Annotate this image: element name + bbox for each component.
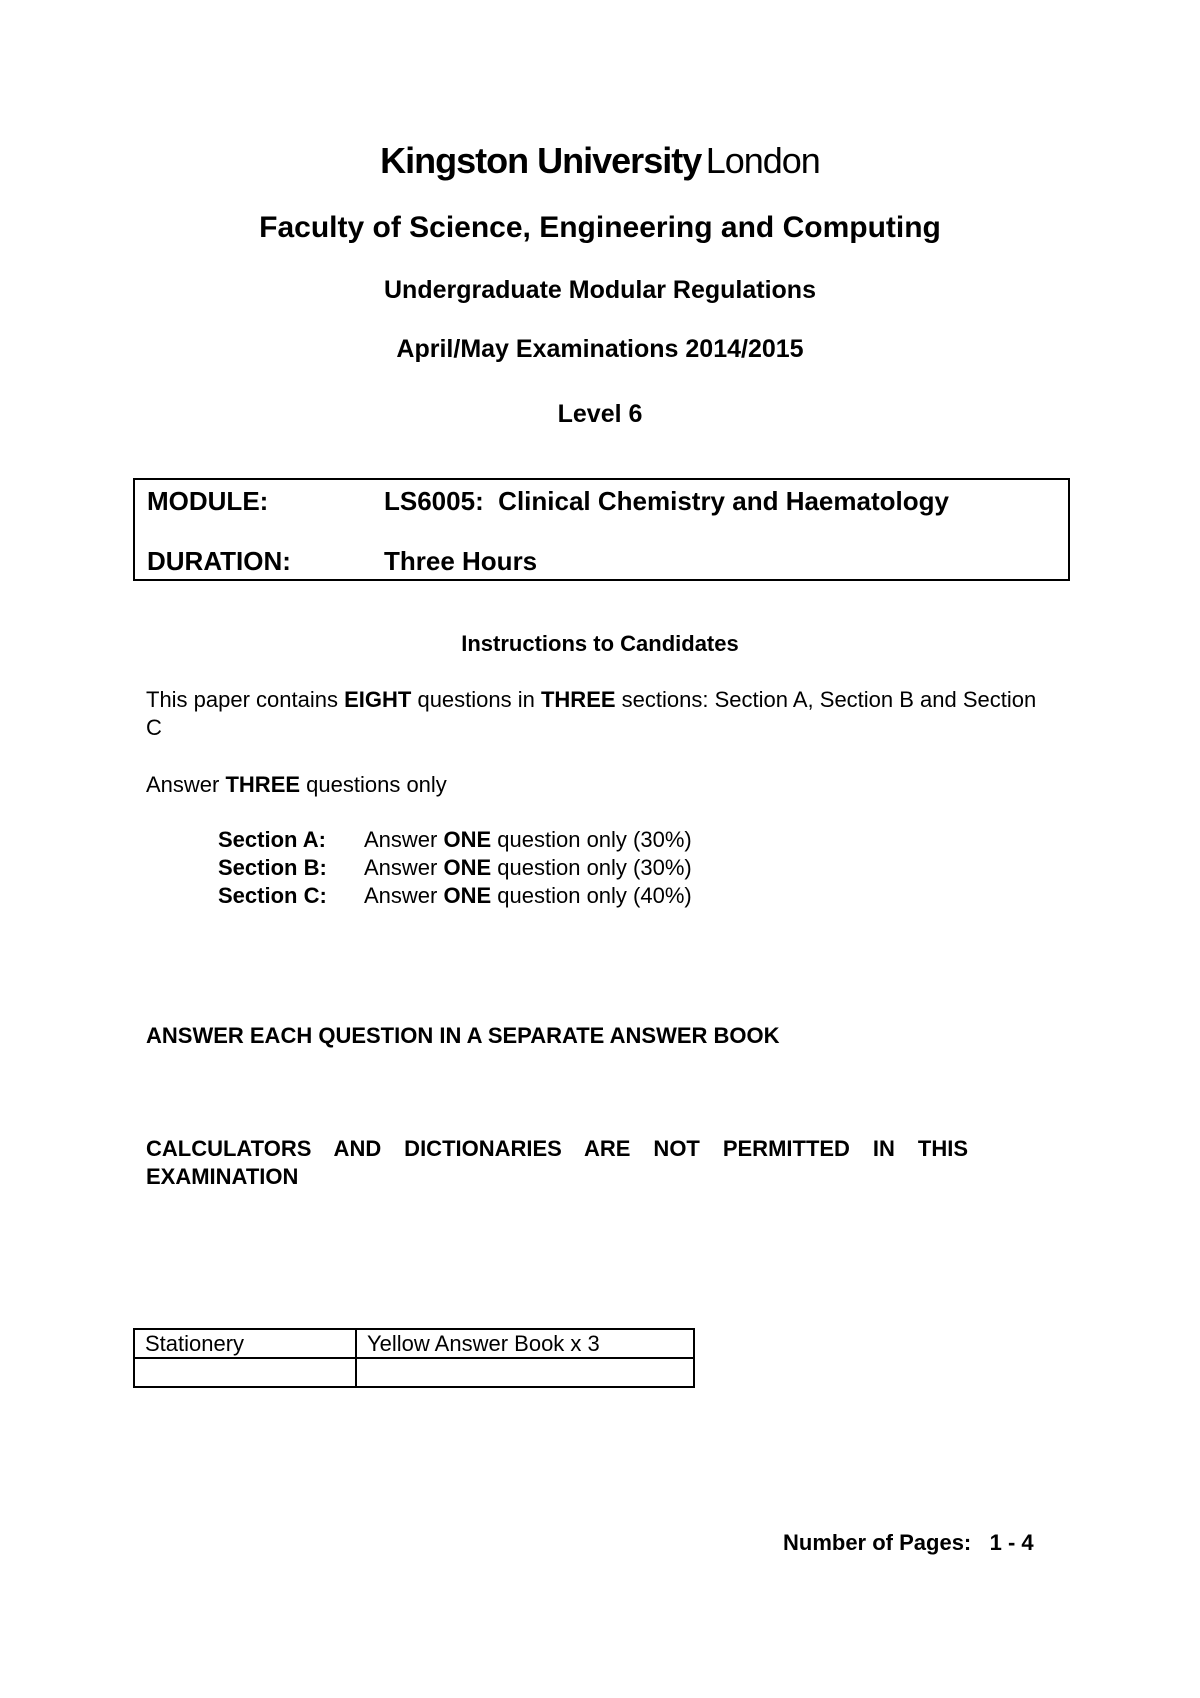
p1-eight: EIGHT [344,687,412,712]
section-label: Section B: [218,855,327,880]
module-value: LS6005: Clinical Chemistry and Haematology [384,486,949,516]
section-text-post: question only (30%) [491,827,692,852]
number-of-pages [783,1530,1034,1556]
p1-text-c: questions in [411,687,541,712]
separate-answer-book-notice: ANSWER EACH QUESTION IN A SEPARATE ANSWER BOOK [146,1023,780,1048]
stationery-table [133,1328,695,1388]
module-info-box [133,478,1070,581]
section-text-pre: Answer [364,883,444,908]
p2-text-a: Answer [146,772,226,797]
module-label: MODULE: [147,486,269,516]
stationery-label-cell: Stationery [134,1329,356,1358]
logo-light-text: London [705,140,820,181]
pages-value: 1 - 4 [989,1530,1034,1555]
instructions-paragraph-2 [146,771,1046,799]
section-text-pre: Answer [364,827,444,852]
section-text-post: question only (30%) [491,855,692,880]
section-instruction [364,854,692,882]
section-instruction [364,882,692,910]
duration-value: Three Hours [384,546,538,576]
empty-cell [356,1358,694,1387]
p1-text-a: This paper contains [146,687,345,712]
p1-three: THREE [540,687,616,712]
logo-bold-text: Kingston University [380,140,702,181]
stationery-value-cell: Yellow Answer Book x 3 [356,1329,694,1358]
table-row [134,1329,694,1358]
section-text-bold: ONE [443,827,492,852]
table-row [134,1358,694,1387]
section-text-pre: Answer [364,855,444,880]
section-label: Section C: [218,883,327,908]
section-text-post: question only (40%) [491,883,692,908]
p1-text-e: sections: Section A, Section B and Section C [146,687,1043,740]
level-title: Level 6 [557,400,643,428]
section-text-bold: ONE [443,883,492,908]
empty-cell [134,1358,356,1387]
duration-label: DURATION: [147,546,291,576]
calculators-notice: CALCULATORS AND DICTIONARIES ARE NOT PERMITTED IN THIS EXAMINATION [146,1136,968,1189]
section-instruction [364,826,692,854]
faculty-title: Faculty of Science, Engineering and Computing [259,211,941,244]
instructions-heading: Instructions to Candidates [461,631,739,656]
section-text-bold: ONE [443,855,492,880]
pages-label: Number of Pages: [783,1530,972,1555]
examinations-title: April/May Examinations 2014/2015 [396,335,804,363]
regulations-title: Undergraduate Modular Regulations [384,276,816,304]
instructions-paragraph-1 [146,686,1046,742]
university-logo [0,140,1200,182]
section-label: Section A: [218,827,326,852]
p2-three: THREE [225,772,301,797]
p2-text-c: questions only [300,772,447,797]
